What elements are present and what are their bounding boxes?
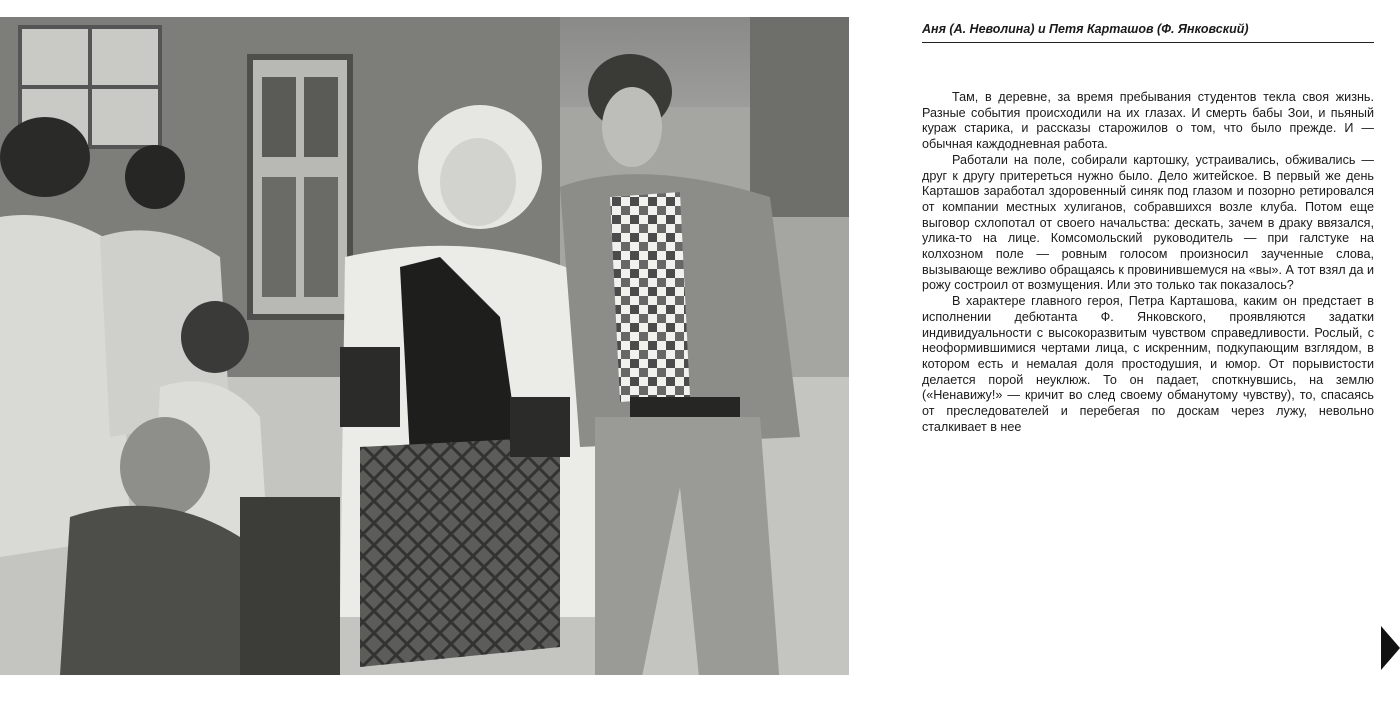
photo-caption: Аня (А. Неволина) и Петя Карташов (Ф. Янковский) xyxy=(922,22,1374,43)
triangle-right-icon xyxy=(1381,626,1400,670)
photo-still-icon xyxy=(0,17,849,675)
paragraph-1: Там, в деревне, за время пребывания студентов текла своя жизнь. Разные события происходили на их глазах. И смерть бабы Зои, и пьяный кураж старика, и рассказы старожилов о том, что было прежде. И — обычная каждодневная работа. xyxy=(922,90,1374,152)
article-body xyxy=(922,90,1374,680)
film-still-photo xyxy=(0,17,849,675)
paragraph-3: В характере главного героя, Петра Карташова, каким он предстает в исполнении дебютанта Ф. Янковского, проявляются задатки индивидуальности с высокоразвитым чувством справедливости. Рослый, с неоформившимися чертами лица, с искренним, подкупающим взглядом, в котором есть и немалая доля простодушия, и юмор. От порывистости делается порой неуклюж. То он падает, споткнувшись, на землю («Ненавижу!» — кричит во след своему обманутому чувству), то, спасаясь от преследователей и перебегая по доскам через лужу, невольно сталкивает в нее xyxy=(922,294,1374,434)
paragraph-2: Работали на поле, собирали картошку, устраивались, обживались — друг к другу притереться нужно было. Дело житейское. В первый же день Карташов заработал здоровенный синяк под глазом и позорно ретировался от компании местных хулиганов, собравшихся возле клуба. Потом еще выговор схлопотал от своего начальства: дескать, зачем в драку ввязался, улика-то на лице. Комсомольский руководитель — при галстуке на колхозном поле — ровным голосом произносил заученные слова, вызывающе вежливо обращаясь к провинившемуся на «вы». А тот взял да и рожу состроил от возмущения. Или это только так показалось? xyxy=(922,152,1374,293)
